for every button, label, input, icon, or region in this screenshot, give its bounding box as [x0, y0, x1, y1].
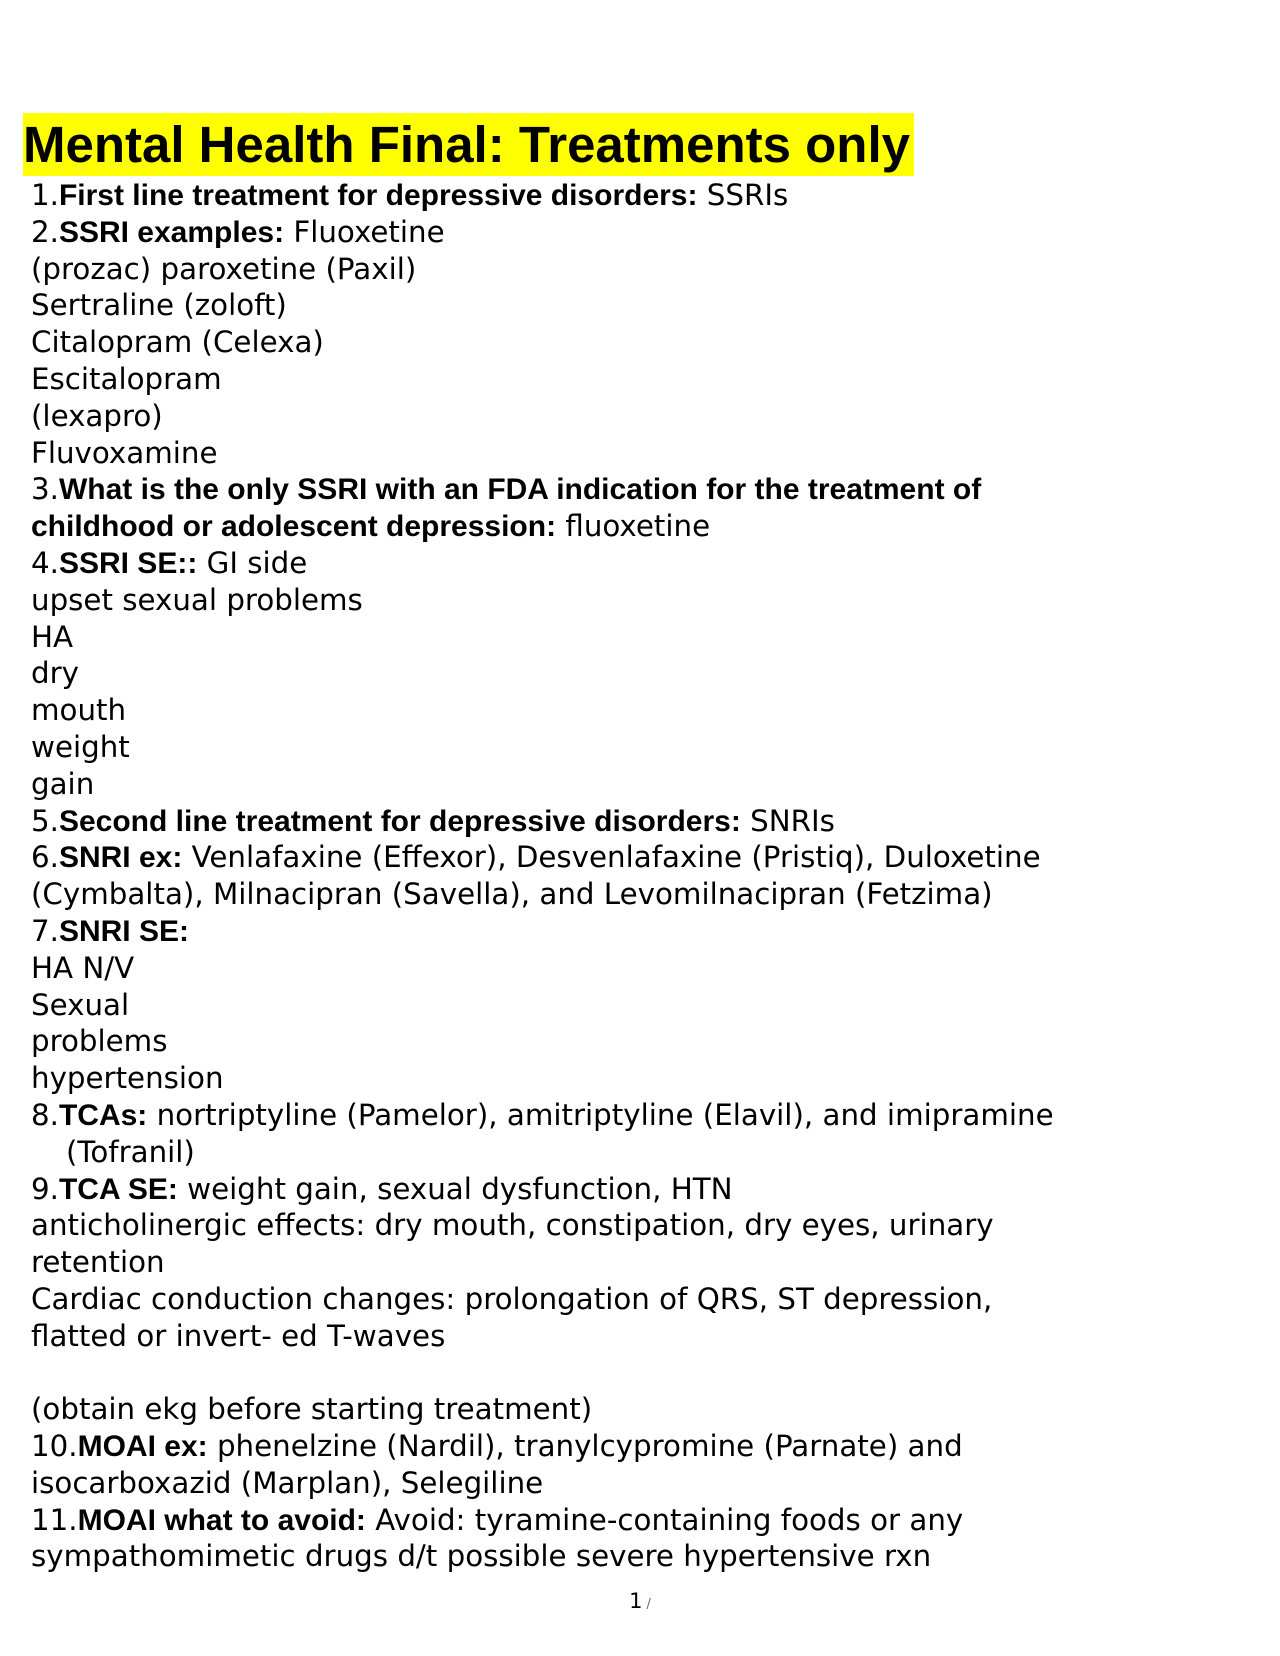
- item-continuation: Cardiac conduction changes: prolongation of QRS, ST depression,: [31, 1281, 993, 1316]
- item-text: Venlafaxine (Effexor), Desvenlafaxine (Pristiq), Duloxetine: [182, 840, 1041, 875]
- item-label: childhood or adolescent depression:: [31, 510, 557, 544]
- item-continuation: Sexual: [31, 987, 130, 1022]
- document-title: Mental Health Final: Treatments only: [23, 113, 914, 176]
- list-item-9: 9.TCA SE: weight gain, sexual dysfunction, HTN: [31, 1171, 733, 1206]
- item-text: nortriptyline (Pamelor), amitriptyline (Elavil), and imipramine: [147, 1097, 1054, 1132]
- item-continuation: mouth: [31, 693, 127, 728]
- item-continuation: upset sexual problems: [31, 582, 363, 617]
- item-continuation: retention: [31, 1245, 165, 1280]
- item-label: First line treatment for depressive disorders:: [58, 179, 698, 212]
- item-continuation: [31, 508, 1246, 545]
- item-label: MOAI what to avoid:: [77, 1503, 366, 1537]
- item-label: SSRI examples:: [58, 215, 285, 249]
- list-item-8: 8.TCAs: nortriptyline (Pamelor), amitriptyline (Elavil), and imipramine: [31, 1097, 1054, 1132]
- item-continuation: HA N/V: [31, 950, 135, 985]
- item-continuation: problems: [31, 1024, 168, 1059]
- list-item-5: 5.Second line treatment for depressive disorders: SNRIs: [31, 803, 835, 838]
- list-item-6: 6.SNRI ex: Venlafaxine (Effexor), Desvenlafaxine (Pristiq), Duloxetine: [31, 840, 1041, 875]
- item-continuation: (Tofranil): [66, 1134, 195, 1169]
- blank-line: [31, 1355, 1246, 1392]
- list-item-4: 4.SSRI SE:: GI side: [31, 545, 308, 580]
- item-label: TCA SE:: [58, 1172, 178, 1206]
- item-text: SSRIs: [697, 178, 789, 212]
- list-item-2: 2.SSRI examples: Fluoxetine: [31, 214, 445, 249]
- item-continuation: Escitalopram: [31, 361, 222, 396]
- item-label: SSRI SE::: [58, 546, 198, 580]
- item-continuation: gain: [31, 766, 95, 801]
- item-continuation: dry: [31, 656, 79, 691]
- item-label: What is the only SSRI with an FDA indication for the treatment of: [58, 473, 982, 507]
- item-text: GI side: [197, 545, 308, 580]
- page-separator: /: [646, 1597, 651, 1612]
- item-continuation: Citalopram (Celexa): [31, 325, 324, 360]
- item-label: TCAs:: [58, 1098, 148, 1132]
- item-text: fluoxetine: [556, 509, 711, 544]
- item-continuation: sympathomimetic drugs d/t possible severe hypertensive rxn: [31, 1539, 932, 1574]
- item-label: SNRI SE:: [58, 914, 189, 948]
- item-continuation: (Cymbalta), Milnacipran (Savella), and Levomilnacipran (Fetzima): [31, 877, 993, 912]
- item-text: SNRIs: [740, 803, 835, 838]
- list-item-11: 11.MOAI what to avoid: Avoid: tyramine-containing foods or any: [31, 1502, 964, 1537]
- item-label: Second line treatment for depressive disorders:: [58, 804, 741, 838]
- page-number: 1: [629, 1589, 643, 1613]
- item-continuation: (lexapro): [31, 398, 163, 433]
- item-continuation: weight: [31, 729, 130, 764]
- document-body: [31, 177, 1246, 1575]
- item-continuation: (obtain ekg before starting treatment): [31, 1392, 593, 1427]
- item-text: phenelzine (Nardil), tranylcypromine (Parnate) and: [207, 1429, 963, 1464]
- item-label: SNRI ex:: [58, 841, 183, 875]
- item-label: MOAI ex:: [77, 1430, 208, 1464]
- item-continuation: flatted or invert- ed T-waves: [31, 1318, 446, 1353]
- item-continuation: (prozac) paroxetine (Paxil): [31, 251, 417, 286]
- item-continuation: anticholinergic effects: dry mouth, constipation, dry eyes, urinary: [31, 1208, 994, 1243]
- item-text: Fluoxetine: [284, 214, 445, 249]
- list-item-10: 10.MOAI ex: phenelzine (Nardil), tranylcypromine (Parnate) and: [31, 1429, 963, 1464]
- item-continuation: isocarboxazid (Marplan), Selegiline: [31, 1465, 544, 1500]
- list-item-1: 1.First line treatment for depressive disorders: SSRIs: [31, 178, 789, 212]
- list-item-7: 7.SNRI SE:: [31, 913, 189, 948]
- item-continuation: HA: [31, 619, 74, 654]
- item-text: Avoid: tyramine-containing foods or any: [365, 1502, 964, 1537]
- item-continuation: Sertraline (zoloft): [31, 288, 287, 323]
- list-item-3: 3.What is the only SSRI with an FDA indication for the treatment of: [31, 472, 982, 507]
- item-continuation: Fluvoxamine: [31, 435, 218, 470]
- item-text: weight gain, sexual dysfunction, HTN: [177, 1171, 733, 1206]
- page-footer: [0, 1588, 1280, 1618]
- item-continuation: hypertension: [31, 1061, 224, 1096]
